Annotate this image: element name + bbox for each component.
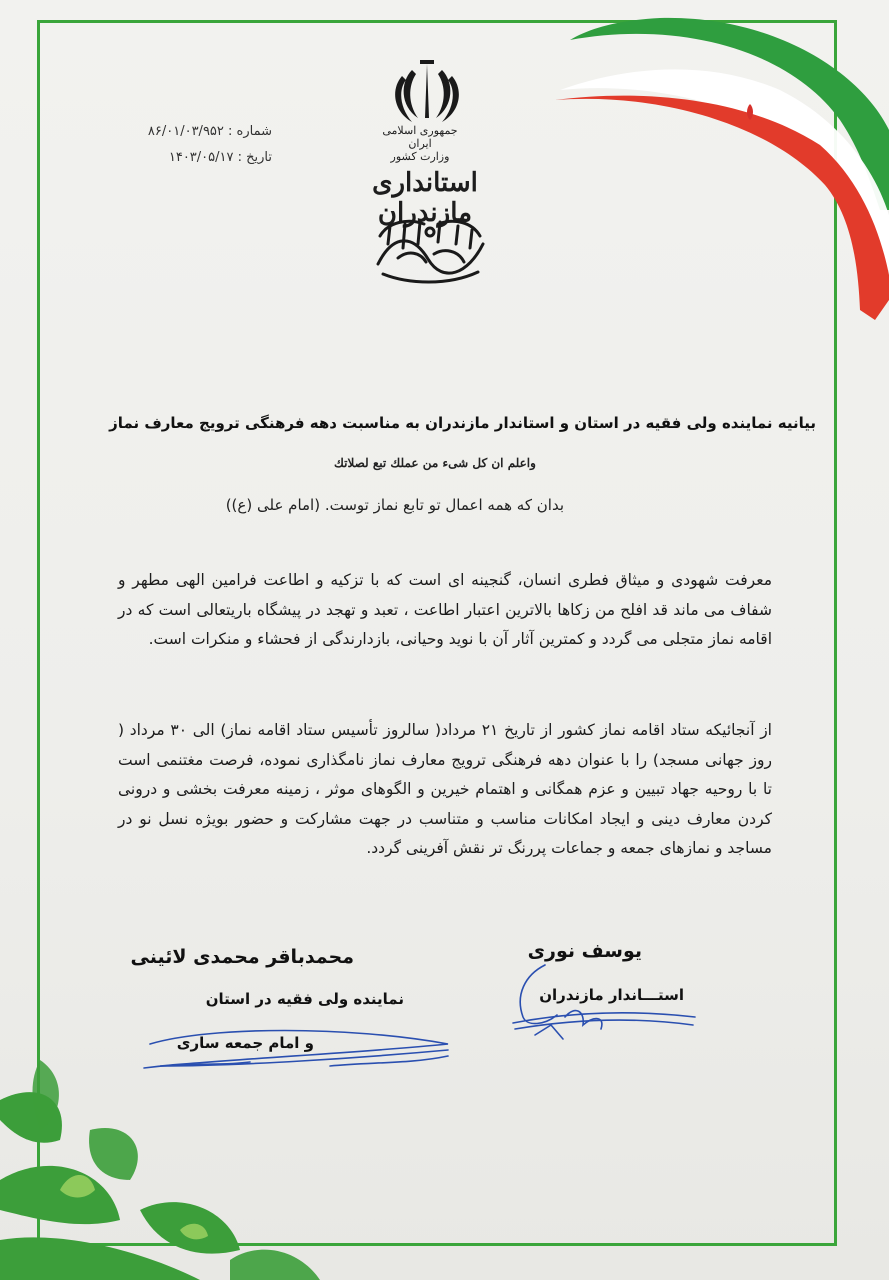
letter-date: تاریخ : ۱۴۰۳/۰۵/۱۷ (168, 150, 272, 165)
bismillah-calligraphy (368, 214, 492, 292)
signer-left-name: محمدباقر محمدی لائینی (130, 946, 354, 968)
body-paragraph-1: معرفت شهودی و میثاق فطری انسان، گنجینه ای است که با تزکیه و اطاعت فرامین الهی مطهر و شفاف می ماند قد افلح من زکاها بالاترین اعتبار اطاعت ، تعبد و تهجد در پیشگاه باریتعالی است که در اقامه نماز متجلی می گردد و کمترین آثار آن با نوید وحیانی، بازدارندگی از فحشاء و منکرات است. (118, 571, 772, 648)
signer-left-role-1: نماینده ولی فقیه در استان (205, 990, 404, 1008)
iran-flag-ribbon (540, 10, 889, 330)
signer-right-role: استـــاندار مازندران (539, 986, 684, 1004)
signer-right-name: یوسف نوری (527, 940, 642, 962)
iran-emblem-icon (392, 60, 462, 126)
office-name: استانداری مازندران (372, 168, 478, 228)
quote-arabic: واعلم ان كل شیء من عملك تبع لصلاتك (334, 456, 536, 470)
body-paragraph-2: از آنجائیکه ستاد اقامه نماز کشور از تاریخ ۲۱ مرداد( سالروز تأسیس ستاد اقامه نماز) الی ۳۰ مرداد ( روز جهانی مسجد) را با عنوان دهه فرهنگی ترویج معارف نماز نامگذاری نموده، فرصت مغتنمی است تا با روحیه جهاد تبیین و عزم همگانی و اهتمام خیرین و الگوهای موثر ، زمینه معرفت بخشی و درونی کردن معارف دینی و ایجاد امکانات مناسب و متناسب در جهت مشارکت و حضور بویژه نسل نو در مساجد و نمازهای جمعه و جماعات پررنگ تر نقش آفرینی گردد. (118, 721, 772, 857)
ministry-line-1: جمهوری اسلامی ایران (382, 124, 458, 150)
floral-ornament (0, 1060, 360, 1280)
letter-number: شماره : ۸۶/۰۱/۰۳/۹۵۲ (147, 124, 272, 139)
signer-left-role-2: و امام جمعه ساری (176, 1034, 314, 1052)
ministry-line-2: وزارت کشور (390, 150, 450, 163)
quote-persian: بدان که همه اعمال تو تابع نماز توست. (امام علی (ع)) (225, 496, 564, 514)
statement-title: بیانیه نماینده ولی فقیه در استان و استاندار مازندران به مناسبت دهه فرهنگی ترویج معارف نماز (109, 414, 816, 432)
